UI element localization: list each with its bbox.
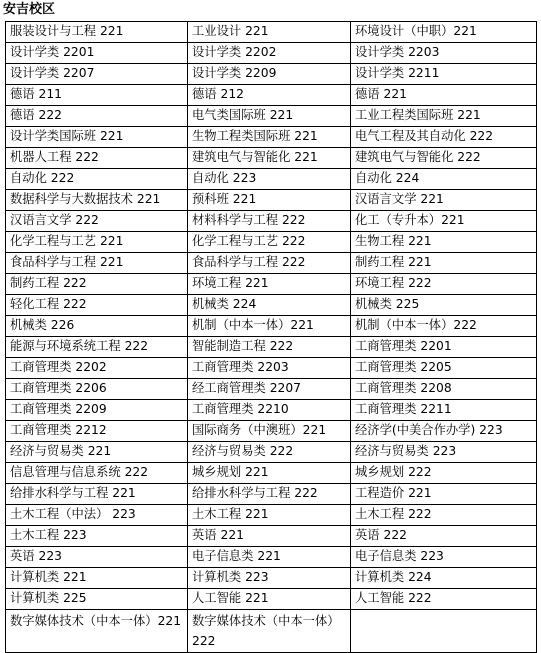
table-row [6, 526, 537, 547]
table-cell: 工商管理类 2201 [351, 337, 537, 358]
table-cell: 工商管理类 2205 [351, 358, 537, 379]
table-row [6, 358, 537, 379]
table-cell: 土木工程 222 [351, 505, 537, 526]
table-cell: 制药工程 221 [351, 253, 537, 274]
table-row [6, 484, 537, 505]
table-cell: 计算机类 223 [188, 568, 351, 589]
table-cell: 数据科学与大数据技术 221 [6, 190, 188, 211]
table-row [6, 421, 537, 442]
table-cell: 机器人工程 222 [6, 148, 188, 169]
table-cell: 食品科学与工程 221 [6, 253, 188, 274]
table-cell: 城乡规划 221 [188, 463, 351, 484]
table-cell: 环境设计（中职）221 [351, 22, 537, 43]
table-row [6, 547, 537, 568]
table-cell: 机械类 224 [188, 295, 351, 316]
table-row [6, 169, 537, 190]
table-cell: 设计学类 2201 [6, 43, 188, 64]
table-cell: 计算机类 221 [6, 568, 188, 589]
table-cell: 电气工程及其自动化 222 [351, 127, 537, 148]
table-cell: 德语 222 [6, 106, 188, 127]
table-row [6, 64, 537, 85]
table-cell: 土木工程 223 [6, 526, 188, 547]
table-row [6, 232, 537, 253]
table-cell [351, 610, 537, 653]
table-row [6, 274, 537, 295]
table-cell: 工商管理类 2206 [6, 379, 188, 400]
table-cell: 设计学类国际班 221 [6, 127, 188, 148]
table-cell: 材料科学与工程 222 [188, 211, 351, 232]
table-cell: 工商管理类 2202 [6, 358, 188, 379]
table-cell: 国际商务（中澳班）221 [188, 421, 351, 442]
table-row [6, 43, 537, 64]
table-cell: 信息管理与信息系统 222 [6, 463, 188, 484]
table-row [6, 211, 537, 232]
table-cell: 经济与贸易类 221 [6, 442, 188, 463]
table-cell: 英语 222 [351, 526, 537, 547]
table-cell: 经济学(中美合作办学) 223 [351, 421, 537, 442]
table-cell: 自动化 223 [188, 169, 351, 190]
table-cell: 食品科学与工程 222 [188, 253, 351, 274]
table-cell: 环境工程 221 [188, 274, 351, 295]
table-row [6, 568, 537, 589]
table-cell: 德语 221 [351, 85, 537, 106]
table-row [6, 610, 537, 653]
table-cell: 数字媒体技术（中本一体）222 [188, 610, 351, 653]
table-cell: 自动化 224 [351, 169, 537, 190]
table-cell: 工商管理类 2210 [188, 400, 351, 421]
table-cell: 经济与贸易类 222 [188, 442, 351, 463]
table-cell: 建筑电气与智能化 221 [188, 148, 351, 169]
table-row [6, 463, 537, 484]
table-cell: 电气类国际班 221 [188, 106, 351, 127]
table-row [6, 106, 537, 127]
campus-title: 安吉校区 [3, 2, 56, 17]
table-row [6, 295, 537, 316]
table-row [6, 85, 537, 106]
table-cell: 工商管理类 2203 [188, 358, 351, 379]
table-cell: 土木工程（中法） 223 [6, 505, 188, 526]
table-cell: 自动化 222 [6, 169, 188, 190]
table-cell: 汉语言文学 221 [351, 190, 537, 211]
table-cell: 德语 211 [6, 85, 188, 106]
table-row [6, 190, 537, 211]
table-row [6, 337, 537, 358]
table-cell: 智能制造工程 222 [188, 337, 351, 358]
table-cell: 英语 221 [188, 526, 351, 547]
table-cell: 机制（中本一体）221 [188, 316, 351, 337]
table-cell: 设计学类 2202 [188, 43, 351, 64]
table-cell: 英语 223 [6, 547, 188, 568]
table-cell: 生物工程 221 [351, 232, 537, 253]
table-cell: 环境工程 222 [351, 274, 537, 295]
table-cell: 工商管理类 2212 [6, 421, 188, 442]
table-cell: 机制（中本一体）222 [351, 316, 537, 337]
table-cell: 人工智能 221 [188, 589, 351, 610]
table-cell: 工业工程类国际班 221 [351, 106, 537, 127]
table-cell: 工程造价 221 [351, 484, 537, 505]
table-cell: 服装设计与工程 221 [6, 22, 188, 43]
table-cell: 城乡规划 222 [351, 463, 537, 484]
table-cell: 化学工程与工艺 221 [6, 232, 188, 253]
table-cell: 汉语言文学 222 [6, 211, 188, 232]
table-cell: 化工（专升本）221 [351, 211, 537, 232]
table-cell: 工商管理类 2208 [351, 379, 537, 400]
table-cell: 给排水科学与工程 221 [6, 484, 188, 505]
table-cell: 预科班 221 [188, 190, 351, 211]
table-cell: 机械类 225 [351, 295, 537, 316]
table-cell: 能源与环境系统工程 222 [6, 337, 188, 358]
table-cell: 工业设计 221 [188, 22, 351, 43]
table-row [6, 400, 537, 421]
table-cell: 数字媒体技术（中本一体）221 [6, 610, 188, 653]
table-row [6, 148, 537, 169]
table-row [6, 253, 537, 274]
table-cell: 生物工程类国际班 221 [188, 127, 351, 148]
table-cell: 人工智能 222 [351, 589, 537, 610]
table-row [6, 442, 537, 463]
table-row [6, 316, 537, 337]
table-cell: 电子信息类 221 [188, 547, 351, 568]
table-cell: 设计学类 2207 [6, 64, 188, 85]
table-cell: 化学工程与工艺 222 [188, 232, 351, 253]
table-cell: 经济与贸易类 223 [351, 442, 537, 463]
table-cell: 设计学类 2203 [351, 43, 537, 64]
table-cell: 计算机类 224 [351, 568, 537, 589]
table-cell: 给排水科学与工程 222 [188, 484, 351, 505]
table-row [6, 505, 537, 526]
table-cell: 计算机类 225 [6, 589, 188, 610]
table-row [6, 22, 537, 43]
class-table-body [6, 22, 537, 653]
table-row [6, 589, 537, 610]
table-cell: 电子信息类 223 [351, 547, 537, 568]
table-row [6, 379, 537, 400]
table-cell: 轻化工程 222 [6, 295, 188, 316]
table-cell: 建筑电气与智能化 222 [351, 148, 537, 169]
table-cell: 经工商管理类 2207 [188, 379, 351, 400]
table-cell: 工商管理类 2209 [6, 400, 188, 421]
class-table [5, 21, 537, 653]
table-cell: 设计学类 2211 [351, 64, 537, 85]
table-cell: 德语 212 [188, 85, 351, 106]
table-cell: 设计学类 2209 [188, 64, 351, 85]
table-cell: 机械类 226 [6, 316, 188, 337]
table-cell: 土木工程 221 [188, 505, 351, 526]
table-row [6, 127, 537, 148]
table-cell: 工商管理类 2211 [351, 400, 537, 421]
table-cell: 制药工程 222 [6, 274, 188, 295]
